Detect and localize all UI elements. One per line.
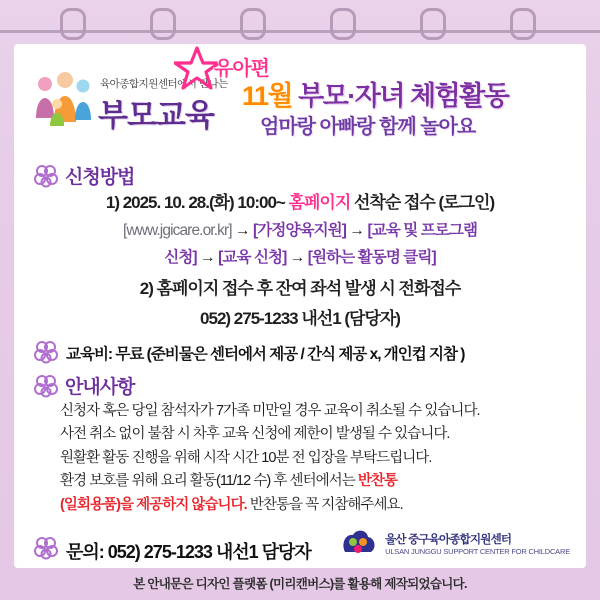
apply-step-2a: [교육 및 프로그램 xyxy=(367,222,478,240)
poster-header xyxy=(14,44,586,150)
ring-icon xyxy=(420,8,446,40)
family-icon xyxy=(32,70,96,132)
apply-line-2 xyxy=(14,219,586,243)
flower-icon xyxy=(34,374,58,398)
apply-line1-highlight: 홈페이지 xyxy=(288,193,351,212)
notice-line-3: 원활환 활동 진행을 위해 시작 시간 10분 전 입장을 부탁드립니다. xyxy=(60,449,432,466)
notice-line-1: 신청자 혹은 당일 참석자가 7가족 미만일 경우 교육이 취소될 수 있습니다. xyxy=(60,403,480,419)
notice-line-5 xyxy=(60,494,576,517)
notice-line5-highlight: (일회용품)을 제공하지 않습니다. xyxy=(60,496,247,513)
flower-icon xyxy=(34,164,58,188)
ring-icon xyxy=(330,8,356,40)
flower-icon xyxy=(34,536,58,560)
apply-line-3 xyxy=(14,246,586,270)
section-title-apply: 신청방법 xyxy=(65,167,135,188)
brand-subtitle: 육아종합지원센터에서 만나는 xyxy=(100,78,228,90)
apply-step-4: [원하는 활동명 클릭] xyxy=(307,249,436,267)
ring-icon xyxy=(60,8,86,40)
apply-step-1: [가정양육지원] xyxy=(253,222,347,240)
arrow-2: → xyxy=(346,222,368,240)
notice-line4-highlight: 반찬통 xyxy=(357,473,398,490)
arrow-4: → xyxy=(286,249,308,267)
apply-url[interactable]: [www.jgicare.or.kr] xyxy=(122,222,232,240)
notice-line-2: 사전 취소 없이 불참 시 차후 교육 신청에 제한이 발생될 수 있습니다. xyxy=(60,426,450,443)
organization-logo xyxy=(339,526,570,560)
fee-text: 교육비: 무료 (준비물은 센터에서 제공 / 간식 제공 x, 개인컵 지참 ) xyxy=(66,346,465,363)
ring-icon xyxy=(240,8,266,40)
apply-line1-prefix: 1) 2025. 10. 28.(화) 10:00~ xyxy=(105,193,289,212)
section-heading-fee xyxy=(34,340,58,364)
apply-phone: 052) 275-1233 내선1 (담당자) xyxy=(200,308,400,328)
org-name-en: ULSAN JUNGGU SUPPORT CENTER FOR CHILDCARE xyxy=(385,546,570,556)
section-heading-notice xyxy=(34,372,134,399)
badge-label: 유아편 xyxy=(214,58,269,80)
apply-instructions xyxy=(14,190,586,335)
notice-line5-b: 반찬통을 꼭 지참해주세요. xyxy=(246,496,403,513)
apply-step-3: [교육 신청] xyxy=(218,249,287,267)
ring-icon xyxy=(150,8,176,40)
section-heading-contact xyxy=(34,536,58,560)
notice-line4-a: 환경 보호를 위해 요리 활동(11/12 수) 후 센터에서는 xyxy=(60,473,358,490)
title-rest: 부모·자녀 체험활동 xyxy=(298,81,509,111)
apply-line-4: 2) 홈페이지 접수 후 잔여 좌석 발생 시 전화접수 xyxy=(139,279,461,299)
section-heading-apply xyxy=(34,162,134,189)
poster-title xyxy=(242,74,508,113)
apply-line1-suffix: 선착순 접수 (로그인) xyxy=(350,193,495,212)
flower-icon xyxy=(34,340,58,364)
apply-step-2b: 신청] xyxy=(164,249,197,267)
section-title-notice: 안내사항 xyxy=(65,377,135,398)
footer-note: 본 안내문은 디자인 플랫폼 (미리캔버스)를 활용해 제작되었습니다. xyxy=(133,577,467,591)
org-name-ko: 울산 중구육아종합지원센터 xyxy=(385,533,512,546)
title-month: 11월 xyxy=(242,81,293,111)
arrow-1: → xyxy=(231,222,254,240)
poster-subtitle: 엄마랑 아빠랑 함께 놀아요 xyxy=(260,116,476,138)
brand-title: 부모교육 xyxy=(98,98,214,133)
apply-line-1 xyxy=(14,190,586,216)
notice-line-4 xyxy=(60,470,576,493)
ring-icon xyxy=(510,8,536,40)
arrow-3: → xyxy=(196,249,219,267)
notice-text xyxy=(60,400,576,517)
poster-card xyxy=(14,44,586,568)
org-mark-icon xyxy=(339,526,379,560)
contact-text: 문의: 052) 275-1233 내선1 담당자 xyxy=(66,542,311,562)
